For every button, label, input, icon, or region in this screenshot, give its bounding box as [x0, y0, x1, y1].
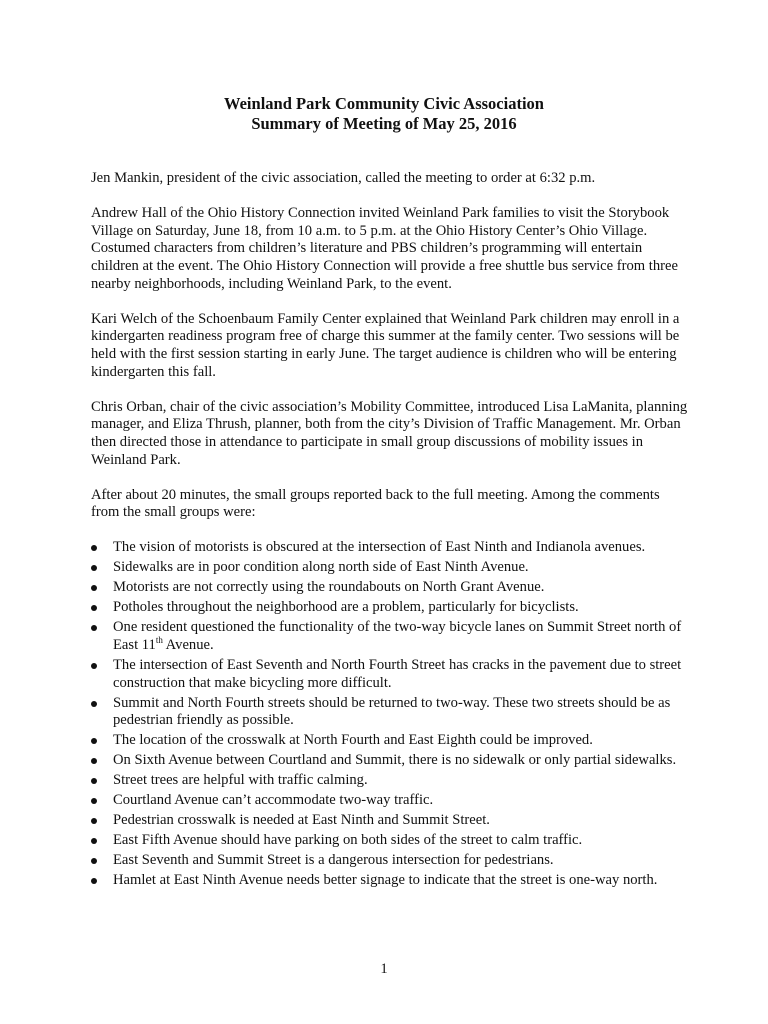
ordinal-superscript: th	[155, 635, 163, 646]
paragraph-storybook-village: Andrew Hall of the Ohio History Connection invited Weinland Park families to visit the Storybook Village on Saturday, June 18, from 10 a.m. to 5 p.m. at the Ohio History Center’s Ohio Village. Costumed characters from children’s literature and PBS children’s programming will entertain children at the event. The Ohio History Connection will provide a free shuttle bus service from three nearby neighborhoods, including Weinland Park, to the event.	[91, 205, 678, 292]
list-item	[91, 852, 691, 870]
comment-text: Street trees are helpful with traffic calming.	[113, 772, 368, 789]
list-item	[91, 579, 691, 597]
list-item	[91, 732, 691, 750]
comment-text: The intersection of East Seventh and North Fourth Street has cracks in the pavement due to street construction that make bicycling more difficult.	[113, 656, 682, 691]
document-title: Weinland Park Community Civic Association	[224, 94, 544, 113]
bullet-icon	[91, 701, 97, 707]
bullet-icon	[91, 585, 97, 591]
comment-text: The location of the crosswalk at North Fourth and East Eighth could be improved.	[113, 732, 593, 749]
list-item	[91, 812, 691, 830]
list-item	[91, 559, 691, 577]
comment-text	[113, 619, 681, 653]
comments-list	[91, 539, 691, 889]
bullet-icon	[91, 858, 97, 864]
comment-text: Pedestrian crosswalk is needed at East Ninth and Summit Street.	[113, 812, 490, 829]
comment-text: The vision of motorists is obscured at the intersection of East Ninth and Indianola avenues.	[113, 539, 646, 556]
comment-text: Hamlet at East Ninth Avenue needs better signage to indicate that the street is one-way north.	[113, 872, 658, 889]
paragraph-mobility-committee: Chris Orban, chair of the civic association’s Mobility Committee, introduced Lisa LaManita, planning manager, and Eliza Thrush, planner, both from the city’s Division of Traffic Management. Mr. Orban then directed those in attendance to participate in small group discussions of mobility issues in Weinland Park.	[91, 398, 688, 468]
list-item	[91, 772, 691, 790]
bullet-icon	[91, 838, 97, 844]
comment-text: East Seventh and Summit Street is a dangerous intersection for pedestrians.	[113, 852, 554, 869]
comment-text: On Sixth Avenue between Courtland and Summit, there is no sidewalk or only partial sidewalks.	[113, 752, 677, 769]
bullet-icon	[91, 778, 97, 784]
document-subtitle: Summary of Meeting of May 25, 2016	[251, 114, 517, 133]
bullet-icon	[91, 798, 97, 804]
comment-text: Motorists are not correctly using the roundabouts on North Grant Avenue.	[113, 579, 545, 596]
paragraph-call-to-order: Jen Mankin, president of the civic association, called the meeting to order at 6:32 p.m.	[91, 170, 596, 186]
bullet-icon	[91, 565, 97, 571]
bullet-icon	[91, 545, 97, 551]
list-item	[91, 752, 691, 770]
bullet-icon	[91, 738, 97, 744]
list-item	[91, 599, 691, 617]
paragraph-small-groups: After about 20 minutes, the small groups reported back to the full meeting. Among the comments from the small groups were:	[91, 486, 660, 521]
list-item	[91, 539, 691, 557]
list-item	[91, 619, 691, 654]
comment-text: Potholes throughout the neighborhood are a problem, particularly for bicyclists.	[113, 599, 579, 616]
bullet-icon	[91, 605, 97, 611]
comment-text-before: One resident questioned the functionality of the two-way bicycle lanes on Summit Street north of East 11	[113, 619, 682, 653]
title-block	[0, 94, 768, 134]
comment-text: Sidewalks are in poor condition along north side of East Ninth Avenue.	[113, 559, 529, 576]
list-item	[91, 872, 691, 890]
bullet-icon	[91, 878, 97, 884]
comment-text: East Fifth Avenue should have parking on both sides of the street to calm traffic.	[113, 832, 583, 849]
list-item	[91, 792, 691, 810]
comment-text-after: Avenue.	[162, 637, 214, 653]
list-item	[91, 695, 691, 730]
bullet-icon	[91, 758, 97, 764]
bullet-icon	[91, 625, 97, 631]
page-number: 1	[380, 961, 388, 977]
document-body	[91, 170, 691, 892]
comment-text: Courtland Avenue can’t accommodate two-way traffic.	[113, 792, 434, 809]
comment-text: Summit and North Fourth streets should be returned to two-way. These two streets should be as pedestrian friendly as possible.	[113, 694, 671, 729]
paragraph-kindergarten-program: Kari Welch of the Schoenbaum Family Center explained that Weinland Park children may enroll in a kindergarten readiness program free of charge this summer at the family center. Two sessions will be held with the first session starting in early June. The target audience is children who will be entering kindergarten this fall.	[91, 310, 680, 380]
list-item	[91, 657, 691, 692]
bullet-icon	[91, 663, 97, 669]
bullet-icon	[91, 818, 97, 824]
list-item	[91, 832, 691, 850]
